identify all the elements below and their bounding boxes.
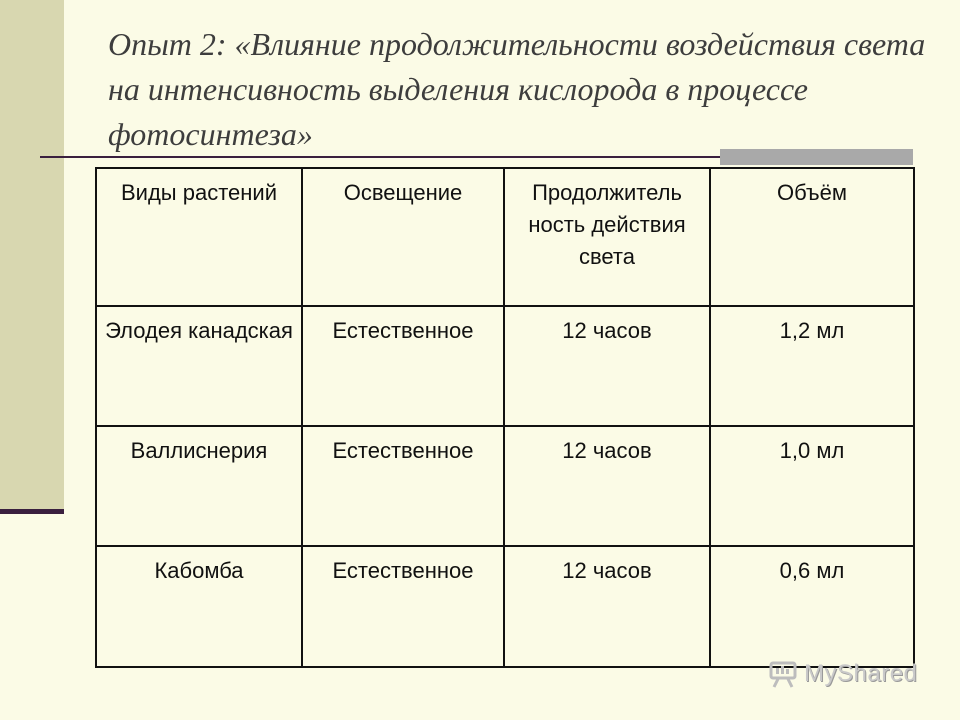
title-underline: [40, 156, 720, 158]
presentation-board-icon: [768, 659, 798, 689]
cell-lighting: Естественное: [302, 426, 504, 546]
table-row: [96, 426, 914, 546]
header-plant-species: Виды растений: [96, 168, 302, 306]
cell-volume: 0,6 мл: [710, 546, 914, 667]
left-decorative-band: [0, 0, 64, 512]
decorative-gray-bar: [720, 149, 913, 165]
cell-plant: Кабомба: [96, 546, 302, 667]
table-header-row: [96, 168, 914, 306]
watermark-text: MyShared: [804, 660, 918, 687]
experiment-table: [95, 167, 915, 668]
cell-duration: 12 часов: [504, 306, 710, 426]
cell-duration: 12 часов: [504, 426, 710, 546]
cell-duration: 12 часов: [504, 546, 710, 667]
header-lighting: Освещение: [302, 168, 504, 306]
cell-volume: 1,2 мл: [710, 306, 914, 426]
left-band-divider: [0, 509, 64, 514]
cell-lighting: Естественное: [302, 546, 504, 667]
cell-volume: 1,0 мл: [710, 426, 914, 546]
header-duration: Продолжитель ность действия света: [504, 168, 710, 306]
cell-plant: Валлиснерия: [96, 426, 302, 546]
cell-lighting: Естественное: [302, 306, 504, 426]
header-volume: Объём: [710, 168, 914, 306]
cell-plant: Элодея канадская: [96, 306, 302, 426]
myshared-watermark: [768, 656, 917, 692]
slide-title: Опыт 2: «Влияние продолжительности воздействия света на интенсивность выделения кислорода в процессе фотосинтеза»: [108, 26, 926, 152]
table-row: [96, 546, 914, 667]
table-row: [96, 306, 914, 426]
